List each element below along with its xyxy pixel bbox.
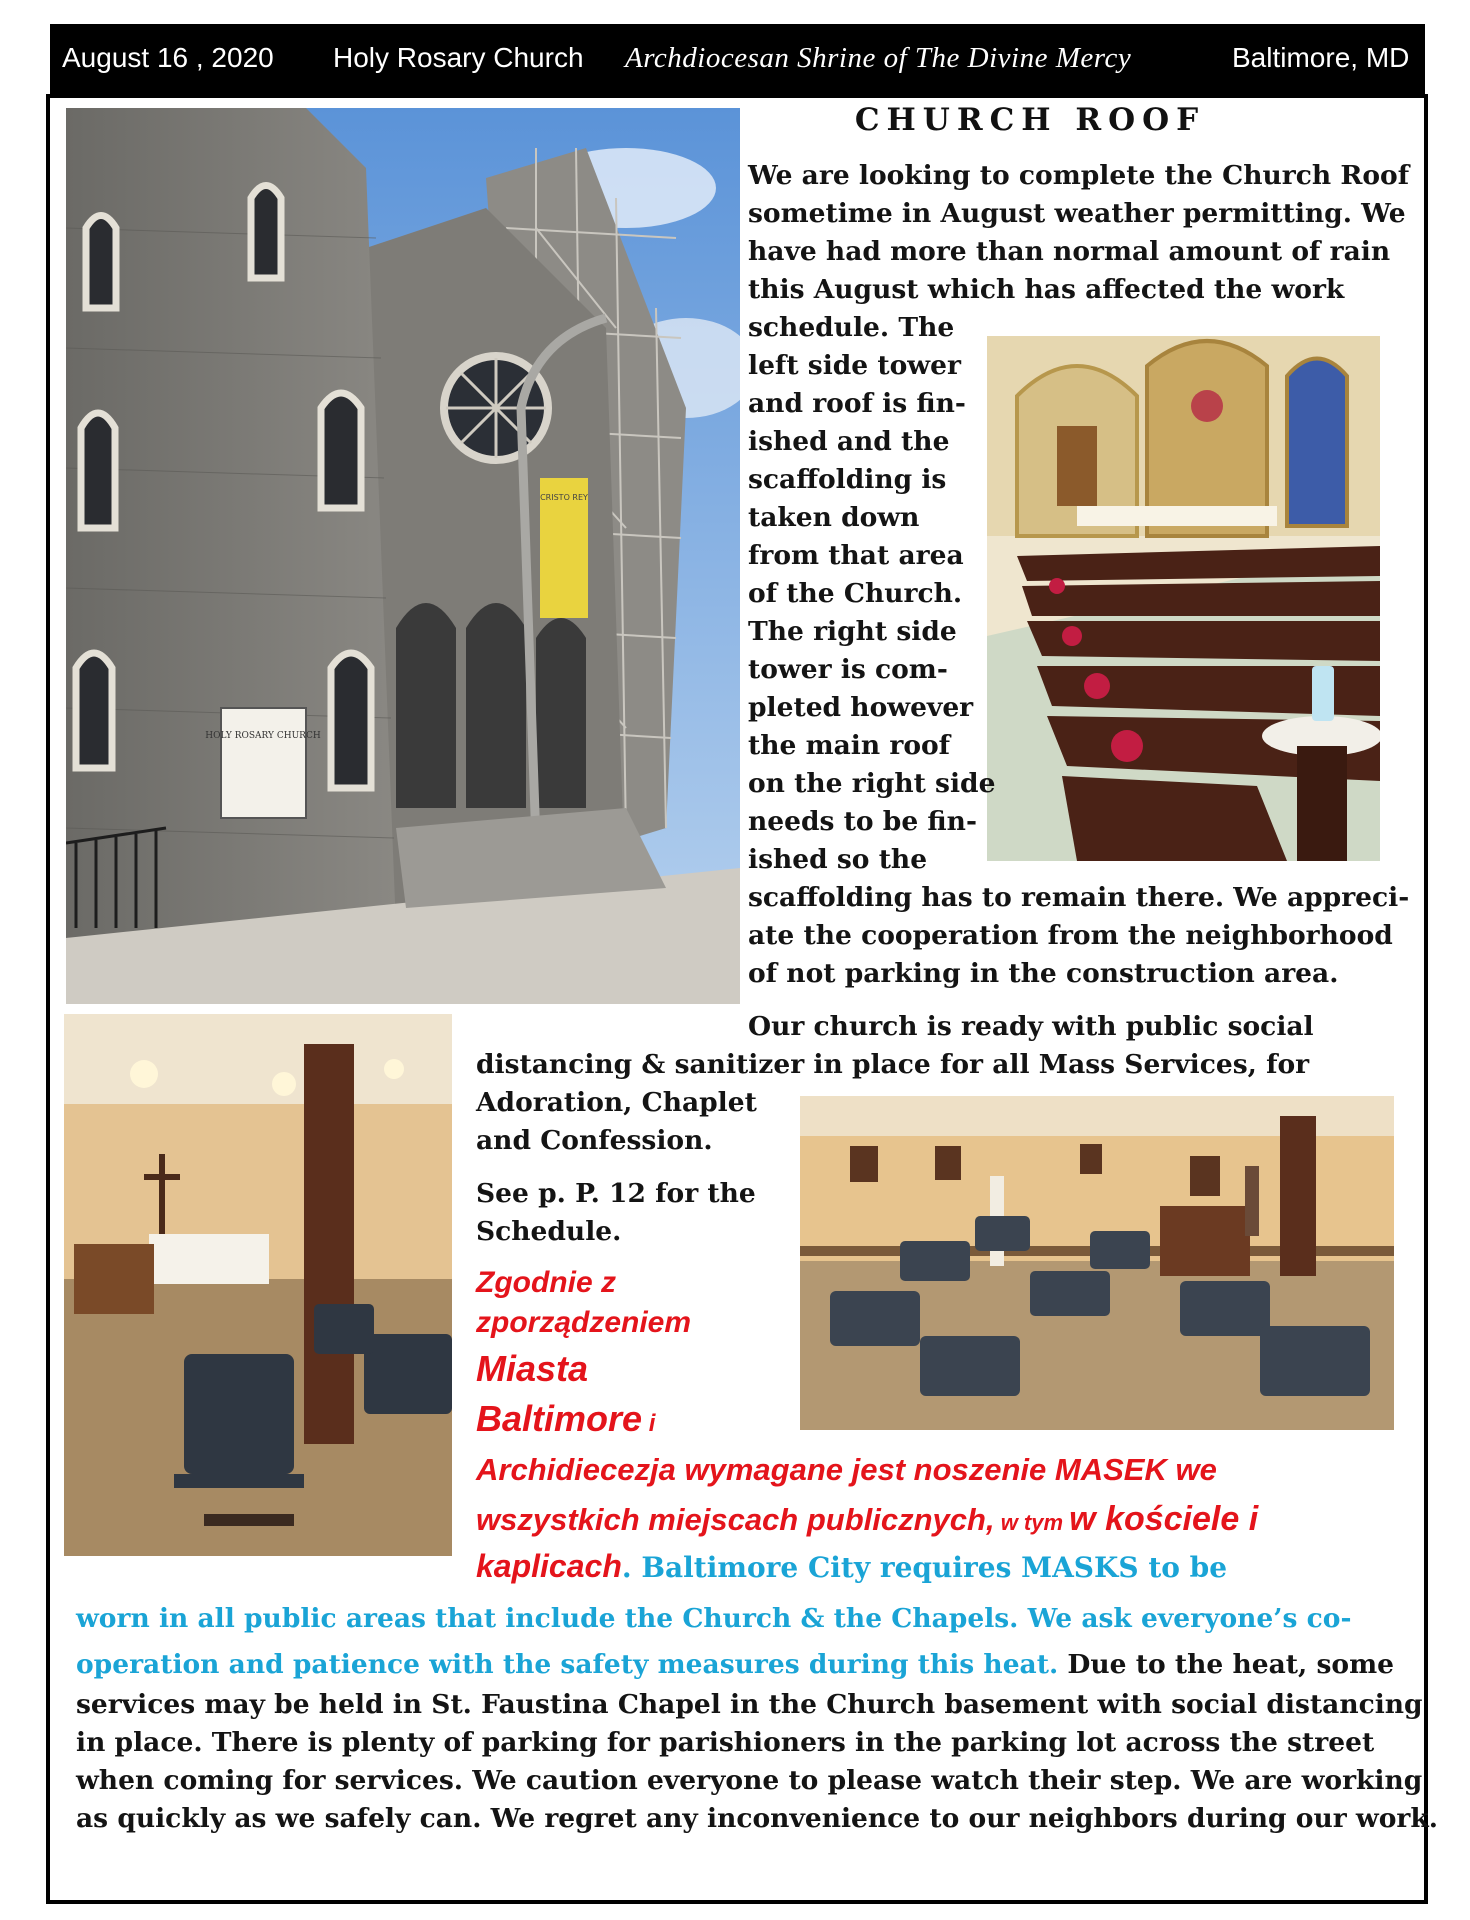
polish-6b: w tym [994,1510,1070,1535]
blue-text-2: operation and patience with the safety measures during this heat. [76,1649,1059,1680]
roof-line-6: left side tower [748,350,961,381]
header-location: Baltimore, MD [1232,42,1410,73]
polish-baltimore: Baltimore [476,1398,643,1439]
roof-line-4: this August which has affected the work [748,274,1345,305]
banner-text: CRISTO REY [540,493,588,502]
schedule-line-1: See p. P. 12 for the [476,1178,756,1209]
roof-line-20: scaffolding has to remain there. We appreci- [748,882,1410,913]
blue-text-1: worn in all public areas that include the Church & the Chapels. We ask everyone’s co- [76,1603,1352,1634]
roof-line-21: ate the cooperation from the neighborhood [748,920,1393,951]
ready-line-3: Adoration, Chaplet [476,1087,757,1118]
roof-line-2: sometime in August weather permitting. We [748,198,1406,229]
polish-6c: w kościele i [1069,1500,1259,1538]
roof-line-10: taken down [748,502,920,533]
polish-line-4 [476,1398,655,1440]
polish-line-5: Archidiecezja wymagane jest noszenie MASEK we [476,1452,1217,1487]
church-exterior-photo [66,108,740,1004]
polish-line-3: Miasta [476,1348,589,1389]
polish-line-7 [476,1548,1227,1585]
roof-line-17: on the right side [748,768,996,799]
roof-line-9: scaffolding is [748,464,947,495]
polish-7: kaplicach [476,1548,622,1584]
roof-line-12: of the Church. [748,578,963,609]
roof-line-7: and roof is fin- [748,388,966,419]
header-bar [50,24,1425,94]
polish-line-6 [476,1500,1258,1539]
roof-line-5: schedule. The [748,312,955,343]
polish-6a: wszystkich miejscach publicznych, [476,1502,995,1537]
roof-line-22: of not parking in the construction area. [748,958,1339,989]
polish-line-2: zporządzeniem [476,1306,692,1339]
roof-line-1: We are looking to complete the Church Roof [748,160,1410,191]
header-date: August 16 , 2020 [62,42,274,73]
polish-i: i [642,1410,656,1437]
ready-line-2: distancing & sanitizer in place for all Mass Services, for [476,1049,1310,1080]
roof-line-19: ished so the [748,844,928,875]
roof-line-13: The right side [748,616,957,647]
final-line-1: services may be held in St. Faustina Chapel in the Church basement with social distancing [76,1689,1423,1720]
roof-line-11: from that area [748,540,964,571]
roof-line-14: tower is com- [748,654,948,685]
final-line-2: in place. There is plenty of parking for parishioners in the parking lot across the street [76,1727,1375,1758]
roof-line-3: have had more than normal amount of rain [748,236,1391,267]
article-title: CHURCH ROOF [854,102,1206,138]
chapel-chairs-photo [800,1096,1394,1430]
masks-notice-start: . Baltimore City requires MASKS to be [621,1551,1228,1584]
roof-line-15: pleted however [748,692,974,723]
church-sign-text: HOLY ROSARY CHURCH [205,731,321,741]
roof-line-16: the main roof [748,730,951,761]
roof-line-18: needs to be fin- [748,806,977,837]
church-interior-photo [987,336,1380,861]
polish-line-1: Zgodnie z [476,1266,616,1299]
roof-line-8: ished and the [748,426,950,457]
final-line-4: as quickly as we safely can. We regret any inconvenience to our neighbors during our work. [76,1803,1438,1834]
final-line-3: when coming for services. We caution everyone to please watch their step. We are working [76,1765,1423,1796]
blue-line-2 [76,1646,1394,1684]
header-church: Holy Rosary Church [333,42,584,73]
ready-line-1: Our church is ready with public social [748,1011,1314,1042]
final-tail: Due to the heat, some [1058,1649,1394,1680]
ready-line-4: and Confession. [476,1125,713,1156]
blue-line-1 [76,1600,1351,1638]
header-shrine: Archdiocesan Shrine of The Divine Mercy [625,42,1132,74]
schedule-line-2: Schedule. [476,1216,622,1247]
chapel-altar-photo [64,1014,452,1556]
